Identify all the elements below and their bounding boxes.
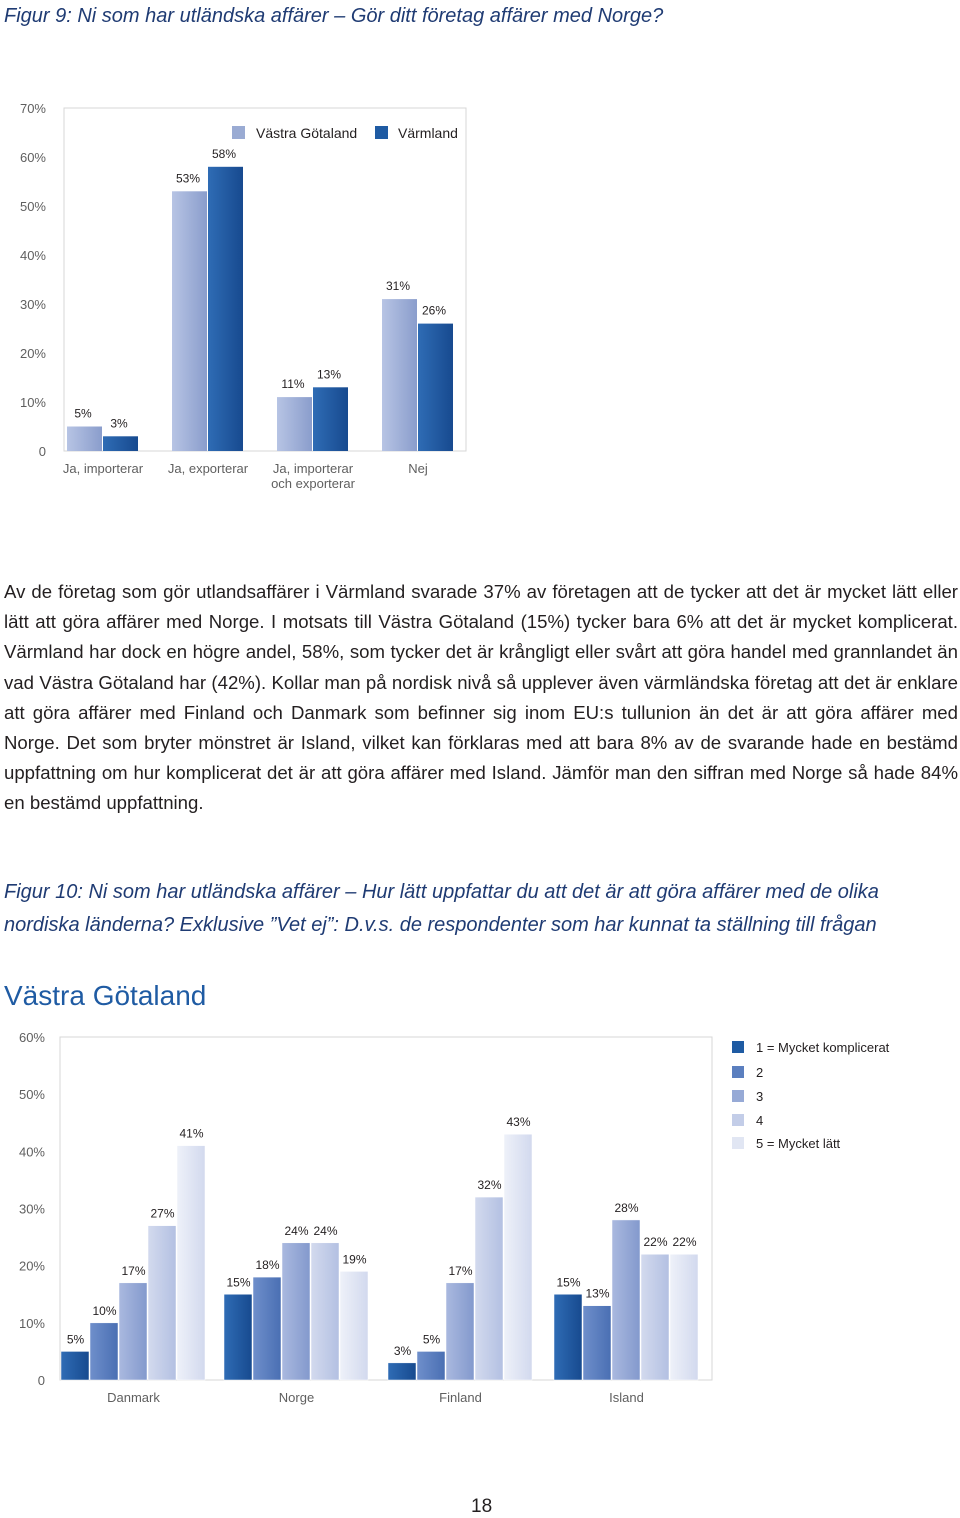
page-number: 18 xyxy=(471,1496,493,1517)
bar xyxy=(67,427,102,452)
bar-value-label: 3% xyxy=(110,416,128,431)
bar xyxy=(311,1243,339,1380)
x-category-label: Ja, exporterar xyxy=(167,461,249,476)
y-tick-label: 60% xyxy=(19,150,46,165)
bar xyxy=(253,1277,281,1380)
legend-swatch-varmland xyxy=(375,126,388,139)
bar xyxy=(670,1254,698,1380)
bar xyxy=(417,1351,445,1380)
bar-value-label: 5% xyxy=(66,1332,85,1347)
bar-value-label: 43% xyxy=(506,1115,531,1130)
bar xyxy=(177,1146,205,1380)
x-category-label: Norge xyxy=(278,1390,315,1405)
bar xyxy=(208,167,243,451)
bar-value-label: 11% xyxy=(281,377,305,392)
bar xyxy=(340,1271,368,1380)
bar xyxy=(504,1134,532,1380)
legend-label-vastra-gotaland: Västra Götaland xyxy=(256,125,358,141)
bar-value-label: 13% xyxy=(316,367,342,382)
bar xyxy=(148,1226,176,1380)
y-tick-label: 40% xyxy=(19,248,46,263)
bar xyxy=(388,1363,416,1380)
bar-value-label: 17% xyxy=(448,1263,473,1278)
y-tick-label: 50% xyxy=(18,1087,45,1103)
y-tick-label: 60% xyxy=(18,1030,45,1045)
y-tick-label: 0 xyxy=(37,1373,45,1388)
legend-swatch-level-4 xyxy=(732,1114,744,1126)
legend-swatch-level-3 xyxy=(732,1090,744,1102)
legend-swatch-vastra-gotaland xyxy=(232,126,245,139)
bar-value-label: 15% xyxy=(556,1275,581,1290)
legend-label-level-4: 4 xyxy=(756,1113,764,1128)
bar xyxy=(224,1294,252,1380)
y-tick-label: 20% xyxy=(18,1258,45,1274)
section-heading: Västra Götaland xyxy=(4,980,207,1011)
legend-swatch-level-2 xyxy=(732,1066,744,1078)
figure10-chart xyxy=(0,1020,960,1420)
y-tick-label: 10% xyxy=(18,1315,45,1331)
bar-value-label: 15% xyxy=(226,1275,251,1290)
bar-value-label: 53% xyxy=(175,171,201,186)
bar xyxy=(382,299,417,451)
bar-value-label: 22% xyxy=(672,1235,697,1250)
legend-label-level-1: 1 = Mycket komplicerat xyxy=(756,1040,890,1055)
bar xyxy=(172,191,207,451)
y-tick-label: 50% xyxy=(19,199,46,214)
bar-value-label: 24% xyxy=(313,1223,338,1238)
x-category-label: Island xyxy=(609,1390,644,1405)
bar xyxy=(90,1323,118,1380)
bar xyxy=(277,397,312,451)
bar xyxy=(554,1294,582,1380)
bar xyxy=(418,324,453,451)
bar-value-label: 24% xyxy=(284,1223,309,1238)
bar-value-label: 3% xyxy=(393,1343,412,1358)
figure10-caption: Figur 10: Ni som har utländska affärer – Hur lätt uppfattar du att det är att göra affärer med de olika nordiska länderna? Exklusive ”Vet ej”: D.v.s. de respondenter som har kunnat ta ställning till frågan xyxy=(4,881,879,936)
x-category-label: Danmark xyxy=(107,1390,160,1405)
figure9-legend xyxy=(232,125,458,141)
bar xyxy=(103,436,138,451)
bar-value-label: 5% xyxy=(422,1332,441,1347)
bar-value-label: 22% xyxy=(643,1235,668,1250)
bar-value-label: 10% xyxy=(92,1303,117,1318)
x-category-label: och exporterar xyxy=(271,476,355,491)
x-category-label: Nej xyxy=(408,461,428,476)
y-tick-label: 30% xyxy=(18,1201,45,1217)
bar-value-label: 58% xyxy=(211,146,237,161)
y-tick-label: 20% xyxy=(19,346,46,361)
x-category-label: Ja, importerar xyxy=(62,461,144,476)
bar-value-label: 32% xyxy=(477,1178,502,1193)
bar xyxy=(612,1220,640,1380)
bar-value-label: 17% xyxy=(121,1263,146,1278)
bar-value-label: 18% xyxy=(255,1258,280,1273)
y-tick-label: 30% xyxy=(19,297,46,312)
bar xyxy=(282,1243,310,1380)
body-paragraph: Av de företag som gör utlandsaffärer i Värmland svarade 37% av företagen att de tycker att det är mycket lätt eller lätt att göra affärer med Norge. I motsats till Västra Götaland (15%) tycker bara 6% att det är mycket komplicerat. Värmland har dock en högre andel, 58%, som tycker det är krångligt eller svårt att göra handel med grannlandet än vad Västra Götaland har (42%). Kollar man på nordisk nivå så upplever även värmländska företag att det är enklare att göra affärer med Finland och Danmark som befinner sig inom EU:s tullunion än det är att göra affärer med Norge. Det som bryter mönstret är Island, vilket kan förklaras med att bara 8% av de svarande hade en bestämd uppfattning om hur komplicerat det är att göra affärer med Island. Jämför man den siffran med Norge så hade 84% en bestämd uppfattning. xyxy=(4,581,958,814)
figure9-caption: Figur 9: Ni som har utländska affärer – Gör ditt företag affärer med Norge? xyxy=(4,5,664,27)
legend-swatch-level-5 xyxy=(732,1137,744,1149)
figure9-chart xyxy=(0,90,960,590)
y-tick-label: 0 xyxy=(38,444,46,459)
bar-value-label: 28% xyxy=(614,1200,639,1215)
y-tick-label: 40% xyxy=(18,1144,45,1160)
bar xyxy=(583,1306,611,1380)
figure10-legend xyxy=(732,1040,890,1151)
bar-value-label: 41% xyxy=(179,1126,204,1141)
bar-value-label: 26% xyxy=(421,303,447,318)
bar xyxy=(446,1283,474,1380)
bar xyxy=(61,1351,89,1380)
legend-label-level-5: 5 = Mycket lätt xyxy=(756,1136,841,1151)
bar-value-label: 27% xyxy=(150,1206,175,1221)
bar-value-label: 31% xyxy=(385,279,411,294)
bar xyxy=(313,387,348,451)
bar xyxy=(119,1283,147,1380)
bar xyxy=(641,1254,669,1380)
legend-label-level-2: 2 xyxy=(756,1065,764,1080)
bar xyxy=(475,1197,503,1380)
legend-swatch-level-1 xyxy=(732,1041,744,1053)
legend-label-level-3: 3 xyxy=(756,1089,764,1104)
legend-label-varmland: Värmland xyxy=(398,125,458,141)
y-tick-label: 70% xyxy=(19,101,46,116)
x-category-label: Ja, importerar xyxy=(272,461,354,476)
bar-value-label: 13% xyxy=(585,1286,610,1301)
bar-value-label: 19% xyxy=(342,1252,367,1267)
x-category-label: Finland xyxy=(439,1390,482,1405)
y-tick-label: 10% xyxy=(19,395,46,410)
bar-value-label: 5% xyxy=(74,406,92,421)
